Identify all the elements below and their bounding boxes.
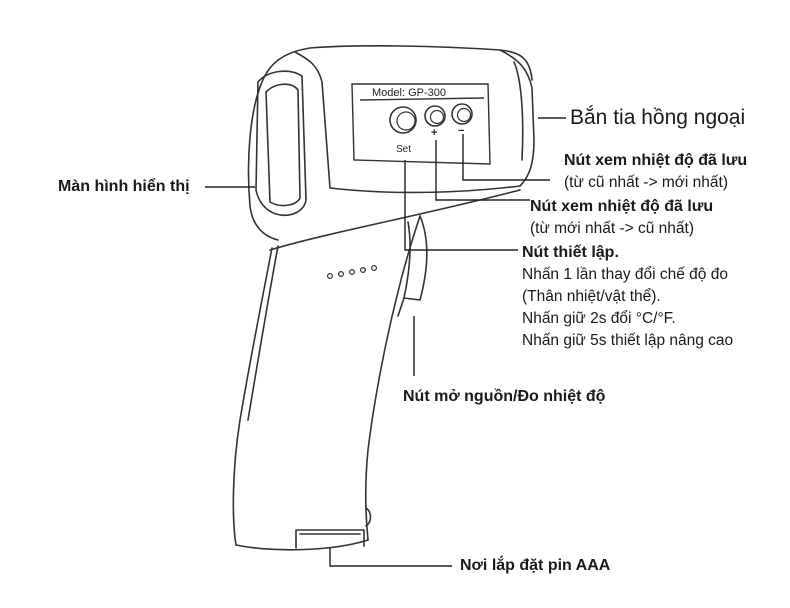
handle-outline <box>366 216 420 540</box>
vent-holes <box>328 266 377 279</box>
plus-label: + <box>431 127 438 139</box>
set-button-line: Nhấn giữ 5s thiết lập nâng cao <box>522 332 734 349</box>
recall-down-callout <box>530 196 713 240</box>
set-button-title: Nút thiết lập. <box>522 244 619 261</box>
set-button-line: Nhấn giữ 2s đổi °C/°F. <box>522 310 676 327</box>
recall-down-title: Nút xem nhiệt độ đã lưu <box>530 198 714 215</box>
set-button-line: Nhấn 1 lần thay đổi chế độ đo <box>522 266 728 283</box>
power-label: Nút mở nguồn/Đo nhiệt độ <box>403 388 606 405</box>
infrared-label: Bắn tia hồng ngoại <box>570 106 746 129</box>
set-button-line: (Thân nhiệt/vật thể). <box>522 288 661 305</box>
battery-cover <box>236 540 368 550</box>
set-label: Set <box>396 144 412 155</box>
set-button[interactable] <box>390 107 416 133</box>
recall-down-detail: (từ mới nhất -> cũ nhất) <box>530 220 694 237</box>
recall-up-callout <box>564 150 747 194</box>
model-label: Model: GP-300 <box>372 87 446 99</box>
minus-label: − <box>458 125 465 137</box>
set-button-callout <box>522 242 733 352</box>
plus-button[interactable] <box>425 106 445 126</box>
screen-label: Màn hình hiển thị <box>58 178 190 195</box>
battery-label: Nơi lắp đặt pin AAA <box>460 557 611 574</box>
minus-button[interactable] <box>452 104 472 124</box>
recall-up-detail: (từ cũ nhất -> mới nhất) <box>564 174 728 191</box>
recall-up-title: Nút xem nhiệt độ đã lưu <box>564 152 748 169</box>
